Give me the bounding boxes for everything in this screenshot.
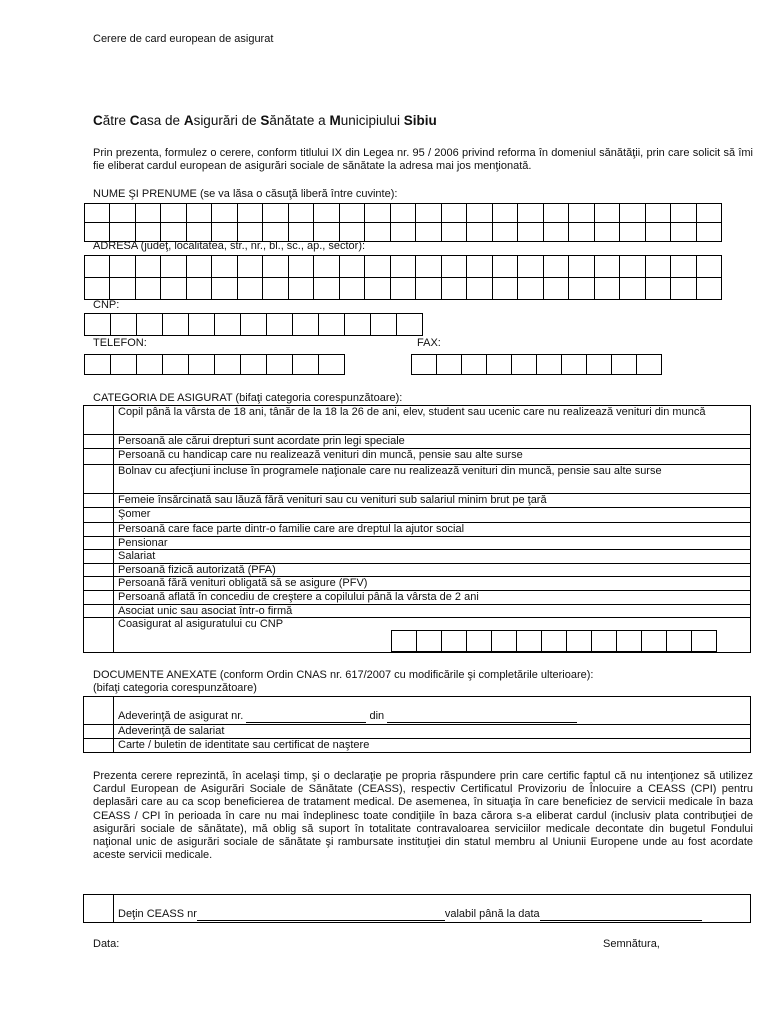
char-cell[interactable] <box>620 256 645 278</box>
category-checkbox[interactable] <box>84 507 114 522</box>
category-checkbox[interactable] <box>84 618 114 653</box>
category-item-label: Bolnav cu afecţiuni incluse în programele naţionale care nu realizează venituri din muncă, pensie sau alte surse <box>118 465 662 477</box>
category-checkbox[interactable] <box>84 449 114 465</box>
category-item <box>114 550 751 564</box>
category-item-label: Persoană aflată în concediu de creştere a copilului până la vârsta de 2 ani <box>118 590 479 603</box>
title-part-4: M <box>329 113 341 128</box>
char-cell[interactable] <box>365 204 390 223</box>
category-item <box>114 435 751 449</box>
char-cell[interactable] <box>467 223 492 242</box>
fax-grid[interactable] <box>412 354 662 375</box>
char-cell[interactable] <box>493 256 518 278</box>
char-cell[interactable] <box>162 313 189 336</box>
char-cell[interactable] <box>569 256 594 278</box>
title-part-rest-2: sigurări de <box>193 113 261 128</box>
char-cell[interactable] <box>238 256 263 278</box>
char-cell[interactable] <box>697 204 722 223</box>
char-cell[interactable] <box>467 256 492 278</box>
documents-subheading: (bifaţi categoria corespunzătoare) <box>93 682 257 694</box>
category-table <box>83 405 751 653</box>
intro-paragraph: Prin prezenta, formulez o cerere, conform titlului IX din Legea nr. 95 / 2006 privind reforma în domeniul sănătăţii, prin care solicit să îmi fie eliberat cardul european de asigurări sociale de sănătate la adresa mai jos menţionată. <box>93 147 753 173</box>
title-part-rest-4: unicipiului <box>340 113 404 128</box>
char-cell[interactable] <box>161 204 186 223</box>
char-cell[interactable] <box>611 354 637 375</box>
char-cell[interactable] <box>340 278 365 300</box>
char-cell[interactable] <box>442 223 467 242</box>
char-cell[interactable] <box>238 278 263 300</box>
char-cell[interactable] <box>697 278 722 300</box>
char-cell[interactable] <box>84 354 111 375</box>
char-cell[interactable] <box>541 630 567 652</box>
char-cell[interactable] <box>493 223 518 242</box>
ceass-nr-field[interactable] <box>197 909 445 922</box>
char-cell[interactable] <box>238 204 263 223</box>
char-cell[interactable] <box>493 204 518 223</box>
title-part-1: C <box>129 113 140 128</box>
char-cell[interactable] <box>214 313 241 336</box>
ceass-date-field[interactable] <box>540 909 702 922</box>
category-item <box>114 406 751 435</box>
category-checkbox[interactable] <box>84 563 114 577</box>
char-cell[interactable] <box>466 630 492 652</box>
title-part-3: S <box>260 113 270 128</box>
char-cell[interactable] <box>671 204 696 223</box>
char-cell[interactable] <box>467 204 492 223</box>
category-checkbox[interactable] <box>84 494 114 508</box>
char-cell[interactable] <box>391 204 416 223</box>
char-cell[interactable] <box>595 204 620 223</box>
char-cell[interactable] <box>85 256 110 278</box>
char-cell[interactable] <box>536 354 562 375</box>
char-cell[interactable] <box>416 223 441 242</box>
char-cell[interactable] <box>344 313 371 336</box>
documents-heading: DOCUMENTE ANEXATE (conform Ordin CNAS nr. 617/2007 cu modificările şi completările ulterioare): <box>93 669 594 681</box>
category-item-label: Şomer <box>118 507 151 520</box>
char-cell[interactable] <box>212 256 237 278</box>
char-cell[interactable] <box>110 204 135 223</box>
coasigurat-cnp-grid[interactable] <box>392 630 746 652</box>
char-cell[interactable] <box>365 256 390 278</box>
char-cell[interactable] <box>516 630 542 652</box>
declaration-paragraph: Prezenta cerere reprezintă, în acelaşi timp, şi o declaraţie pe propria răspundere prin care certific faptul că nu intenţionez să utilizez Cardul European de Asigurări Sociale de Sănătate (CEASS), respectiv Certificatul Provizoriu de Înlocuire a CEASS (CPI) pentru deplasări care au ca scop beneficierea de tratament medical. De asemenea, în situaţia în care beneficiez de servicii medicale în baza CEASS / CPI în perioada în care nu mai îndeplinesc toate condiţiile în baza cărora s-a eliberat cardul (inclusiv plata contribuţiei de asigurări sociale de sănătate), mă oblig să suport în totalitate contravaloarea serviciilor medicale decontate din bugetul Fondului naţional unic de asigurări sociale de sănătate şi rambursate instituţiei din statul membru al Uniunii Europene unde au fost acordate aceste servicii medicale. <box>93 770 753 862</box>
title-part-rest-0: ătre <box>102 113 130 128</box>
char-cell[interactable] <box>518 278 543 300</box>
category-item <box>114 618 751 653</box>
name-label: NUME ŞI PRENUME (se va lăsa o căsuţă liberă între cuvinte): <box>93 188 398 200</box>
char-cell[interactable] <box>110 313 137 336</box>
char-cell[interactable] <box>370 313 397 336</box>
char-cell[interactable] <box>595 278 620 300</box>
char-cell[interactable] <box>240 354 267 375</box>
documents-table <box>83 696 751 753</box>
char-cell[interactable] <box>620 278 645 300</box>
char-cell[interactable] <box>616 630 642 652</box>
char-cell[interactable] <box>620 204 645 223</box>
char-cell[interactable] <box>441 630 467 652</box>
char-cell[interactable] <box>314 256 339 278</box>
doc-checkbox-asigurat[interactable] <box>84 697 114 725</box>
title-part-0: C <box>93 113 103 128</box>
char-cell[interactable] <box>569 204 594 223</box>
doc-checkbox-identitate[interactable] <box>84 738 114 752</box>
char-cell[interactable] <box>266 313 293 336</box>
char-cell[interactable] <box>161 278 186 300</box>
char-cell[interactable] <box>85 204 110 223</box>
page-title <box>93 114 437 127</box>
char-cell[interactable] <box>110 354 137 375</box>
char-cell[interactable] <box>646 223 671 242</box>
char-cell[interactable] <box>187 278 212 300</box>
char-cell[interactable] <box>187 204 212 223</box>
ceass-mid: valabil până la data <box>444 907 540 920</box>
category-item <box>114 449 751 465</box>
char-cell[interactable] <box>486 354 512 375</box>
category-item-label: Persoană cu handicap care nu realizează venituri din muncă, pensie sau alte surse <box>118 449 523 461</box>
char-cell[interactable] <box>697 223 722 242</box>
category-item-label: Pensionar <box>118 536 168 549</box>
category-checkbox[interactable] <box>84 435 114 449</box>
char-cell[interactable] <box>566 630 592 652</box>
char-cell[interactable] <box>212 278 237 300</box>
doc-asigurat-date-field[interactable] <box>387 711 577 724</box>
phone-label: TELEFON: <box>93 337 147 349</box>
category-item-label: Copil până la vârsta de 18 ani, tânăr de la 18 la 26 de ani, elev, student sau ucenic care nu realizează venituri din muncă <box>118 406 706 418</box>
category-item <box>114 494 751 508</box>
char-cell[interactable] <box>136 256 161 278</box>
title-part-5: Sibiu <box>403 113 437 128</box>
ceass-prefix: Deţin CEASS nr <box>118 907 197 920</box>
char-cell[interactable] <box>318 354 345 375</box>
ceass-table <box>83 894 751 923</box>
char-cell[interactable] <box>467 278 492 300</box>
char-cell[interactable] <box>340 204 365 223</box>
char-cell[interactable] <box>646 256 671 278</box>
category-item <box>114 522 751 536</box>
char-cell[interactable] <box>263 278 288 300</box>
category-checkbox[interactable] <box>84 590 114 604</box>
doc-item-asigurat-prefix: Adeverinţă de asigurat nr. <box>118 709 244 722</box>
char-cell[interactable] <box>365 278 390 300</box>
char-cell[interactable] <box>544 204 569 223</box>
char-cell[interactable] <box>544 278 569 300</box>
char-cell[interactable] <box>289 278 314 300</box>
char-cell[interactable] <box>636 354 662 375</box>
category-item <box>114 507 751 522</box>
char-cell[interactable] <box>569 278 594 300</box>
char-cell[interactable] <box>671 256 696 278</box>
char-cell[interactable] <box>365 223 390 242</box>
char-cell[interactable] <box>314 278 339 300</box>
cnp-grid[interactable] <box>85 313 423 336</box>
char-cell[interactable] <box>292 313 319 336</box>
category-item-label: Coasigurat al asiguratului cu CNP <box>118 618 284 630</box>
date-label: Data: <box>93 938 120 950</box>
doc-checkbox-salariat[interactable] <box>84 725 114 739</box>
char-cell[interactable] <box>586 354 612 375</box>
char-cell[interactable] <box>391 630 417 652</box>
char-cell[interactable] <box>84 313 111 336</box>
char-cell[interactable] <box>162 354 189 375</box>
cnp-label: CNP: <box>93 299 120 311</box>
category-item <box>114 465 751 494</box>
category-item <box>114 604 751 618</box>
category-checkbox[interactable] <box>84 536 114 550</box>
phone-grid[interactable] <box>85 354 345 375</box>
doc-item-asigurat-mid: din <box>369 709 385 722</box>
char-cell[interactable] <box>391 278 416 300</box>
document-header: Cerere de card european de asigurat <box>93 33 274 45</box>
char-cell[interactable] <box>595 223 620 242</box>
name-grid[interactable] <box>84 203 722 242</box>
char-cell[interactable] <box>110 256 135 278</box>
address-grid[interactable] <box>84 255 722 300</box>
char-cell[interactable] <box>416 204 441 223</box>
address-label: ADRESA (judeţ, localitatea, str., nr., bl., sc., ap., sector): <box>93 240 366 252</box>
char-cell[interactable] <box>340 256 365 278</box>
char-cell[interactable] <box>518 223 543 242</box>
char-cell[interactable] <box>212 204 237 223</box>
char-cell[interactable] <box>511 354 537 375</box>
char-cell[interactable] <box>391 256 416 278</box>
char-cell[interactable] <box>240 313 267 336</box>
char-cell[interactable] <box>671 278 696 300</box>
char-cell[interactable] <box>188 354 215 375</box>
category-item-label: Femeie însărcinată sau lăuză fără venituri sau cu venituri sub salariul minim brut pe ţară <box>118 494 547 506</box>
char-cell[interactable] <box>263 204 288 223</box>
category-checkbox[interactable] <box>84 522 114 536</box>
char-cell[interactable] <box>136 354 163 375</box>
char-cell[interactable] <box>442 256 467 278</box>
doc-item-identitate: Carte / buletin de identitate sau certificat de naştere <box>114 738 751 752</box>
category-checkbox[interactable] <box>84 604 114 618</box>
char-cell[interactable] <box>263 256 288 278</box>
char-cell[interactable] <box>214 354 241 375</box>
char-cell[interactable] <box>292 354 319 375</box>
char-cell[interactable] <box>666 630 692 652</box>
category-item-label: Asociat unic sau asociat într-o firmă <box>118 604 293 617</box>
category-item-label: Persoană fizică autorizată (PFA) <box>118 563 276 576</box>
char-cell[interactable] <box>266 354 293 375</box>
category-item-label: Salariat <box>118 550 156 562</box>
category-item <box>114 563 751 577</box>
category-item <box>114 577 751 591</box>
char-cell[interactable] <box>620 223 645 242</box>
char-cell[interactable] <box>518 256 543 278</box>
char-cell[interactable] <box>691 630 717 652</box>
category-checkbox[interactable] <box>84 550 114 564</box>
char-cell[interactable] <box>161 256 186 278</box>
char-cell[interactable] <box>416 256 441 278</box>
char-cell[interactable] <box>110 278 135 300</box>
char-cell[interactable] <box>391 223 416 242</box>
category-item <box>114 536 751 550</box>
char-cell[interactable] <box>411 354 437 375</box>
char-cell[interactable] <box>289 204 314 223</box>
char-cell[interactable] <box>416 278 441 300</box>
char-cell[interactable] <box>136 313 163 336</box>
category-item-label: Persoană care face parte dintr-o familie care are dreptul la ajutor social <box>118 522 465 535</box>
char-cell[interactable] <box>187 256 212 278</box>
char-cell[interactable] <box>396 313 423 336</box>
char-cell[interactable] <box>569 223 594 242</box>
char-cell[interactable] <box>314 204 339 223</box>
char-cell[interactable] <box>289 256 314 278</box>
doc-asigurat-nr-field[interactable] <box>246 711 366 724</box>
title-part-rest-1: asa de <box>139 113 184 128</box>
category-item <box>114 590 751 604</box>
category-checkbox[interactable] <box>84 465 114 494</box>
char-cell[interactable] <box>646 204 671 223</box>
category-checkbox[interactable] <box>84 577 114 591</box>
char-cell[interactable] <box>136 204 161 223</box>
char-cell[interactable] <box>641 630 667 652</box>
char-cell[interactable] <box>591 630 617 652</box>
char-cell[interactable] <box>442 278 467 300</box>
fax-label: FAX: <box>417 337 441 349</box>
char-cell[interactable] <box>595 256 620 278</box>
char-cell[interactable] <box>518 204 543 223</box>
char-cell[interactable] <box>493 278 518 300</box>
char-cell[interactable] <box>646 278 671 300</box>
char-cell[interactable] <box>544 223 569 242</box>
category-checkbox[interactable] <box>84 406 114 435</box>
char-cell[interactable] <box>491 630 517 652</box>
doc-item-salariat: Adeverinţă de salariat <box>114 725 751 739</box>
char-cell[interactable] <box>436 354 462 375</box>
char-cell[interactable] <box>318 313 345 336</box>
title-part-2: A <box>183 113 194 128</box>
char-cell[interactable] <box>461 354 487 375</box>
title-part-rest-3: ănătate a <box>269 113 330 128</box>
char-cell[interactable] <box>561 354 587 375</box>
char-cell[interactable] <box>136 278 161 300</box>
char-cell[interactable] <box>188 313 215 336</box>
ceass-checkbox[interactable] <box>84 895 114 923</box>
signature-label: Semnătura, <box>603 938 660 950</box>
char-cell[interactable] <box>697 256 722 278</box>
category-heading: CATEGORIA DE ASIGURAT (bifaţi categoria corespunzătoare): <box>93 392 403 404</box>
char-cell[interactable] <box>442 204 467 223</box>
char-cell[interactable] <box>671 223 696 242</box>
category-item-label: Persoană ale cărui drepturi sunt acordate prin legi speciale <box>118 435 405 447</box>
category-item-label: Persoană fără venituri obligată să se asigure (PFV) <box>118 577 368 589</box>
char-cell[interactable] <box>416 630 442 652</box>
char-cell[interactable] <box>544 256 569 278</box>
char-cell[interactable] <box>85 278 110 300</box>
